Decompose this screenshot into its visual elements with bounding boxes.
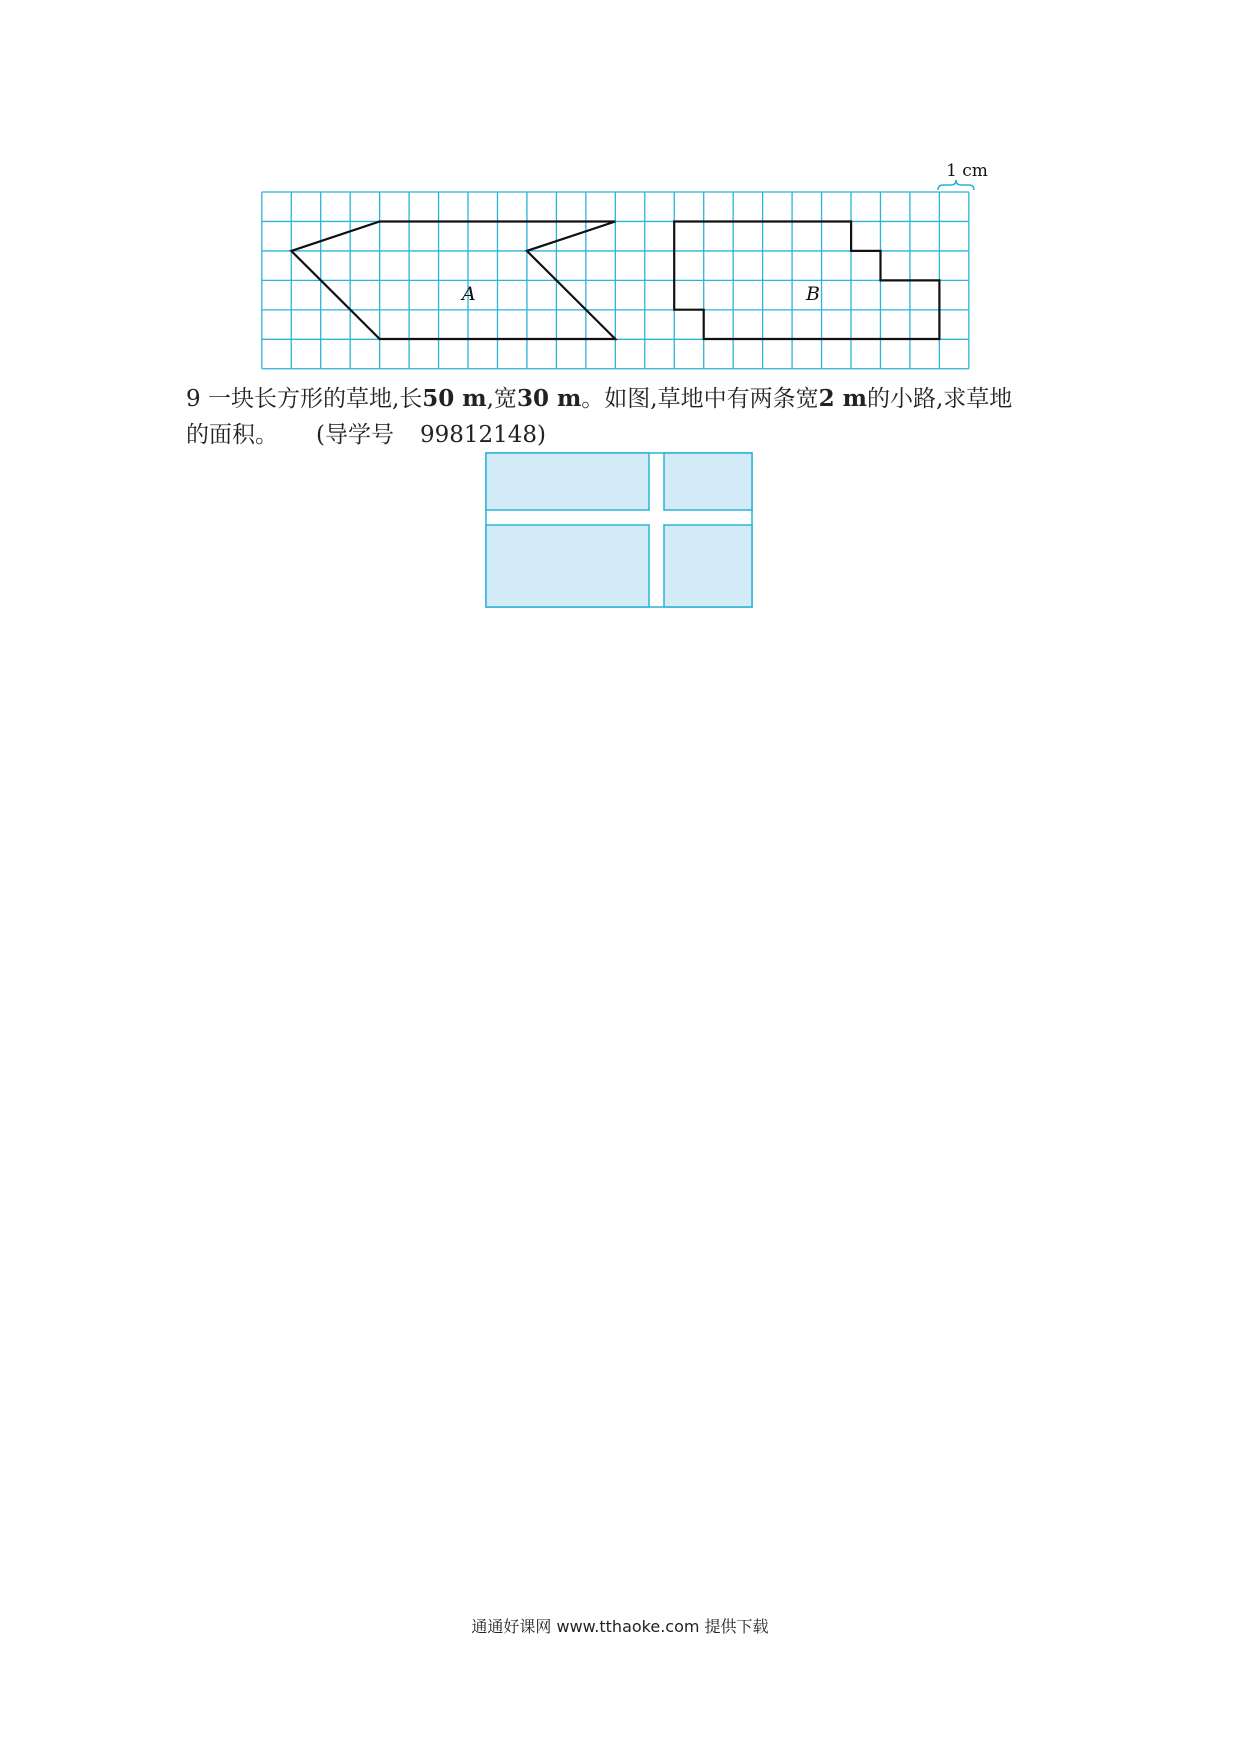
shape-a-label: A [462, 283, 476, 305]
grid-lines [262, 192, 969, 369]
guide-number: 99812148) [419, 422, 547, 448]
question-number: 9 [186, 386, 201, 412]
shape-b-label: B [806, 283, 820, 305]
guide-label: (导学号 [316, 422, 394, 448]
grid-figure [260, 160, 988, 375]
scale-label: 1 cm [946, 161, 988, 181]
question-9-line-1: 9 一块长方形的草地,长50 m,宽30 m。如图,草地中有两条宽2 m的小路,求草地 [186, 385, 1013, 412]
path-width: 2 m [818, 385, 867, 412]
lawn-section-top-left [486, 453, 649, 510]
lawn-section-bottom-right [664, 525, 752, 607]
lawn-section-top-right [664, 453, 752, 510]
footer: 通通好课网 www.tthaoke.com 提供下载 [471, 1617, 769, 1636]
lawn-width: 30 m [516, 385, 582, 412]
lawn-length: 50 m [422, 385, 487, 412]
question-9-line-2: 的面积。 (导学号 99812148) [186, 422, 547, 448]
lawn-section-bottom-left [486, 525, 649, 607]
lawn-figure [485, 452, 755, 610]
scale-brace [938, 180, 974, 190]
